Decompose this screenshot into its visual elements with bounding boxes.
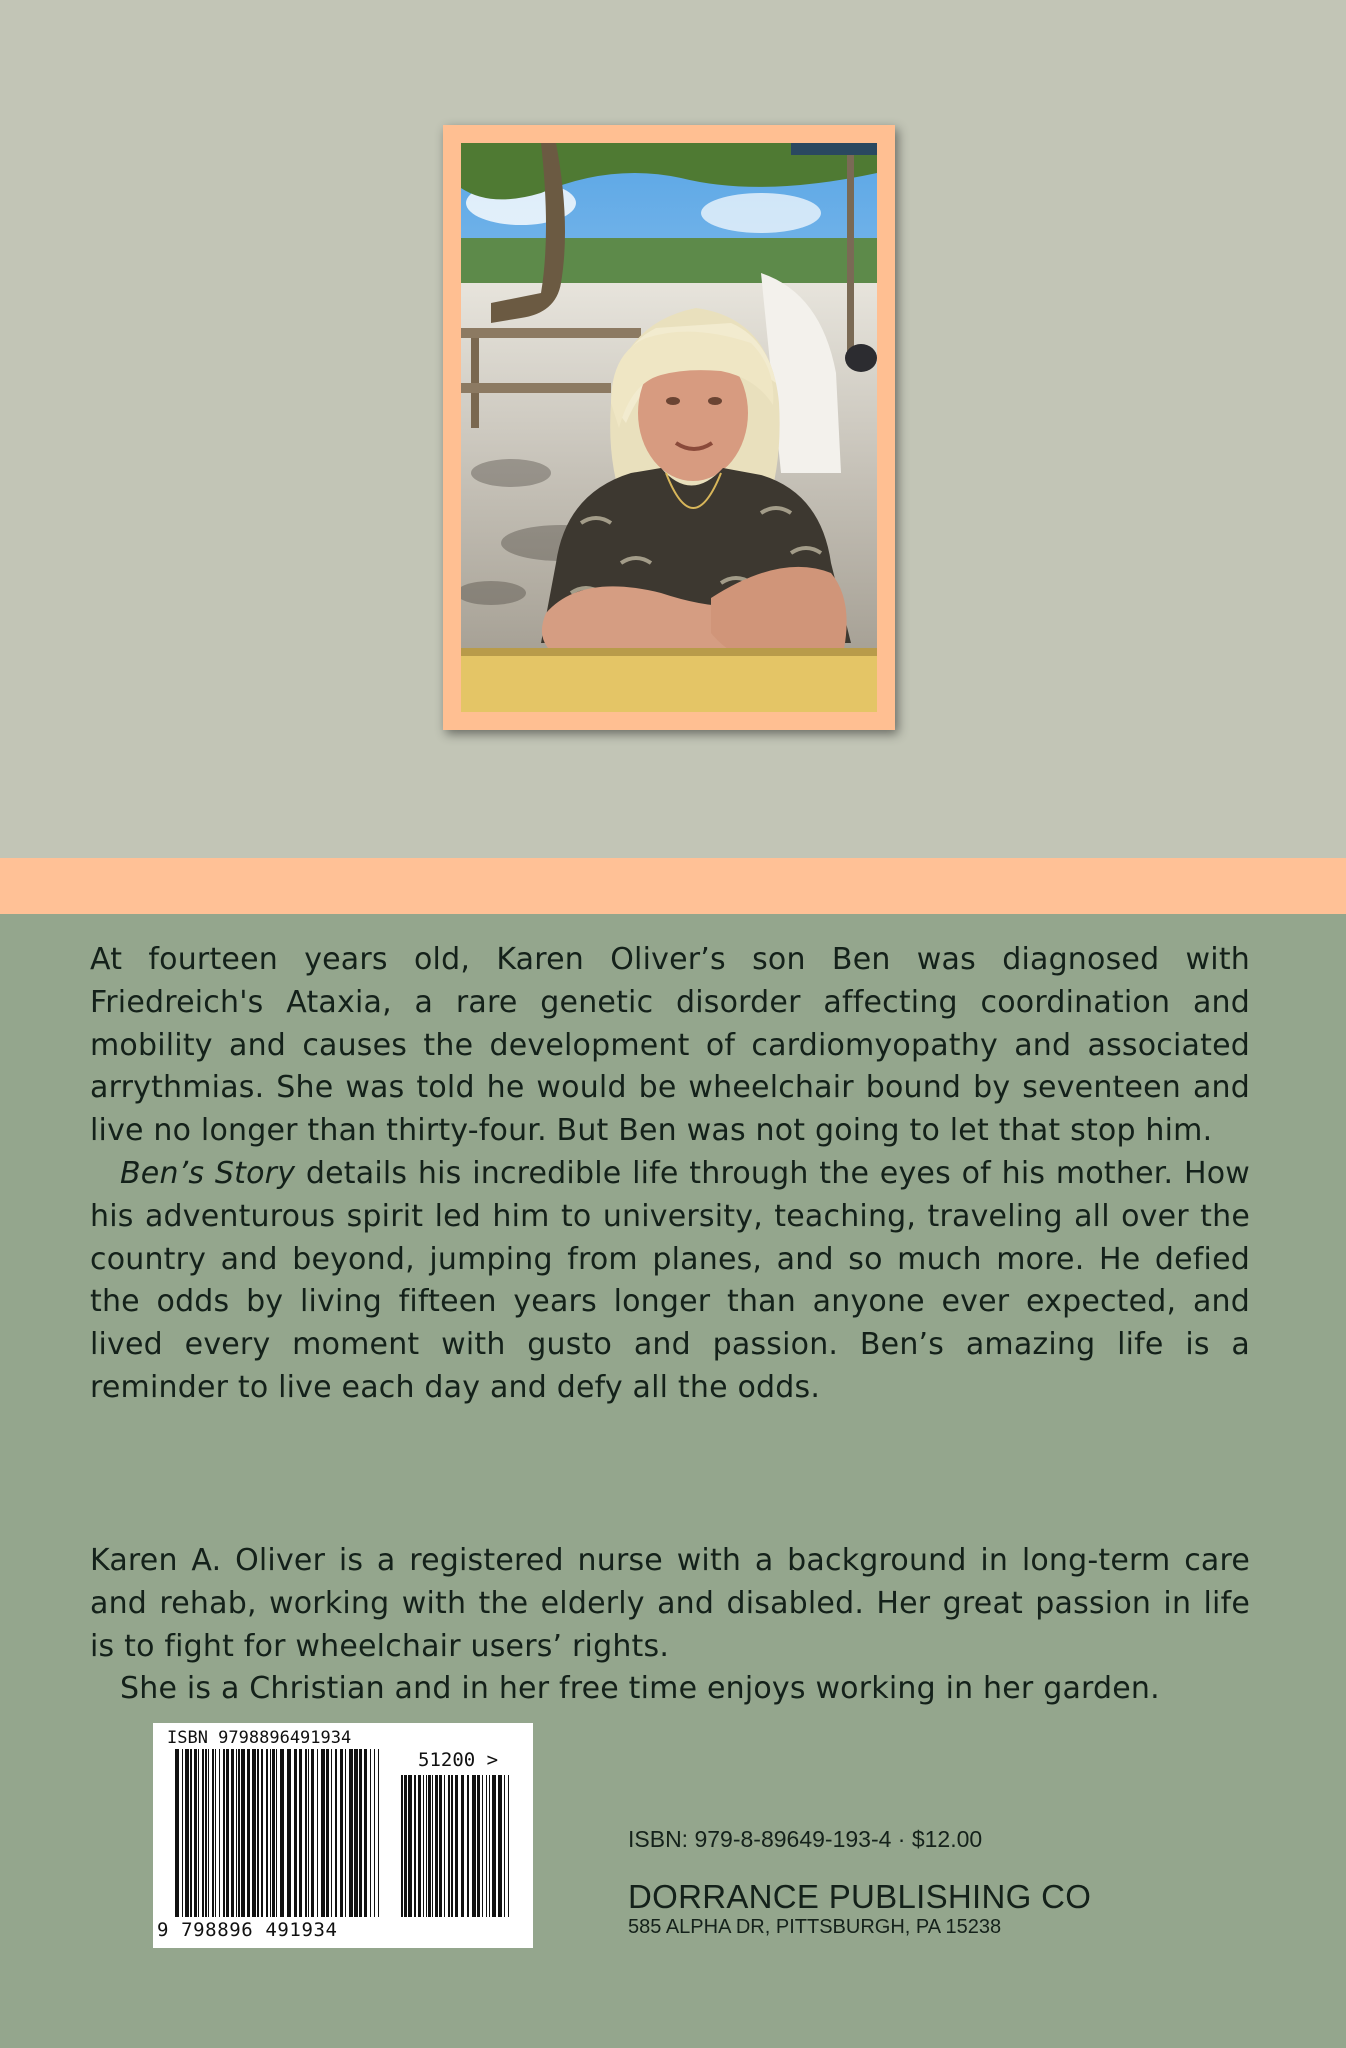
barcode-bar [378, 1749, 379, 1917]
barcode-bar [492, 1775, 496, 1917]
barcode-price-code: 51200 > [418, 1749, 499, 1771]
author-photo [461, 143, 877, 712]
barcode-bar [345, 1749, 346, 1917]
barcode-bar [194, 1749, 197, 1917]
barcode-bar [455, 1775, 458, 1917]
barcode-bar [287, 1749, 291, 1917]
barcode-bar [205, 1749, 207, 1917]
barcode-bar [472, 1775, 476, 1917]
barcode-bar [451, 1775, 453, 1917]
barcode-bar [335, 1749, 337, 1917]
author-bio-paragraph-1: Karen A. Oliver is a registered nurse with a background in long-term care and rehab, working with the elderly and disabled. Her great passion in life is to fight for wheelchair users’ rights. [90, 1543, 1250, 1664]
barcode-bar [504, 1775, 505, 1917]
barcode-bar [482, 1775, 483, 1917]
barcode-bar [252, 1749, 256, 1917]
barcode-main-bars [175, 1749, 381, 1917]
barcode-bar [414, 1775, 416, 1917]
barcode-bar [247, 1749, 250, 1917]
description-paragraph-2 [90, 1153, 1250, 1410]
barcode-bar [212, 1749, 214, 1917]
barcode-bar [486, 1775, 487, 1917]
barcode-bar [219, 1749, 220, 1917]
barcode-bar [261, 1749, 263, 1917]
barcode-bar [208, 1749, 209, 1917]
barcode-bar [432, 1775, 433, 1917]
barcode-bar [418, 1775, 421, 1917]
barcode-bar [241, 1749, 245, 1917]
barcode-bar [223, 1749, 225, 1917]
barcode-bar [231, 1749, 234, 1917]
barcode-isbn-label: ISBN 9798896491934 [167, 1728, 352, 1748]
barcode-bar [238, 1749, 240, 1917]
barcode-bar [439, 1775, 442, 1917]
barcode-bar [257, 1749, 259, 1917]
barcode-bar [182, 1749, 183, 1917]
barcode-bar [266, 1749, 268, 1917]
barcode-bar [359, 1749, 362, 1917]
barcode-bar [331, 1749, 332, 1917]
barcode-bar [226, 1749, 229, 1917]
barcode-bar [236, 1749, 237, 1917]
barcode-digits: 9 798896 491934 [157, 1919, 338, 1941]
barcode-bar [448, 1775, 450, 1917]
barcode-bar [317, 1749, 318, 1917]
barcode-bar [435, 1775, 438, 1917]
description-paragraph-1: At fourteen years old, Karen Oliver’s son Ben was diagnosed with Friedreich's Ataxia, a rare genetic disorder affecting coordination and mobility and causes the development of cardiomyopathy and associated arrythmias. She was told he would be wheelchair bound by seventeen and live no longer than thirty-four. But Ben was not going to let that stop him. [90, 942, 1250, 1149]
barcode-bar [215, 1749, 216, 1917]
barcode-bar [426, 1775, 427, 1917]
publisher-isbn-price: ISBN: 979-8-89649-193-4 · $12.00 [628, 1826, 983, 1852]
barcode-bar [408, 1775, 412, 1917]
barcode-bar [477, 1775, 480, 1917]
barcode-bar [428, 1775, 431, 1917]
barcode-bar [374, 1749, 375, 1917]
barcode-bar [498, 1775, 502, 1917]
barcode-bar [272, 1749, 275, 1917]
author-photo-frame [443, 125, 895, 730]
barcode-bar [489, 1775, 490, 1917]
barcode-bar [185, 1749, 189, 1917]
barcode-bar [467, 1775, 469, 1917]
barcode-bar [299, 1749, 302, 1917]
barcode-bar [175, 1749, 179, 1917]
barcode-bar [198, 1749, 199, 1917]
author-bio [90, 1540, 1250, 1711]
barcode-bar [340, 1749, 343, 1917]
barcode-bar [349, 1749, 353, 1917]
barcode-bar [364, 1749, 367, 1917]
barcode-bar [461, 1775, 464, 1917]
barcode-bar [294, 1749, 297, 1917]
barcode-bar [202, 1749, 204, 1917]
barcode-bar [321, 1749, 325, 1917]
barcode-bar [190, 1749, 192, 1917]
barcode-bar [423, 1775, 424, 1917]
barcode-bar [276, 1749, 277, 1917]
barcode-bar [270, 1749, 271, 1917]
barcode-bar [401, 1775, 403, 1917]
peach-stripe [0, 858, 1346, 914]
author-bio-paragraph-2: She is a Christian and in her free time enjoys working in her garden. [120, 1671, 1160, 1707]
isbn-barcode [153, 1723, 533, 1948]
barcode-bar [508, 1775, 509, 1917]
description-paragraph-2-text: details his incredible life through the eyes of his mother. How his adventurous spirit led him to university, teaching, traveling all over the country and beyond, jumping from planes, and so much more. He defied the odds by living fifteen years longer than anyone ever expected, and lived every moment with gusto and passion. Ben’s amazing life is a reminder to live each day and defy all the odds. [90, 1155, 1250, 1405]
publisher-name: DORRANCE PUBLISHING CO [628, 1878, 1092, 1915]
barcode-addon-bars [401, 1775, 513, 1917]
publisher-address: 585 ALPHA DR, PITTSBURGH, PA 15238 [628, 1916, 1002, 1938]
barcode-bar [308, 1749, 309, 1917]
barcode-bar [370, 1749, 371, 1917]
barcode-bar [305, 1749, 307, 1917]
barcode-bar [404, 1775, 407, 1917]
barcode-bar [444, 1775, 445, 1917]
barcode-bar [326, 1749, 329, 1917]
book-title-italic: Ben’s Story [120, 1155, 296, 1191]
barcode-bar [311, 1749, 314, 1917]
barcode-bar [354, 1749, 358, 1917]
barcode-bar [280, 1749, 284, 1917]
book-description [90, 939, 1250, 1410]
